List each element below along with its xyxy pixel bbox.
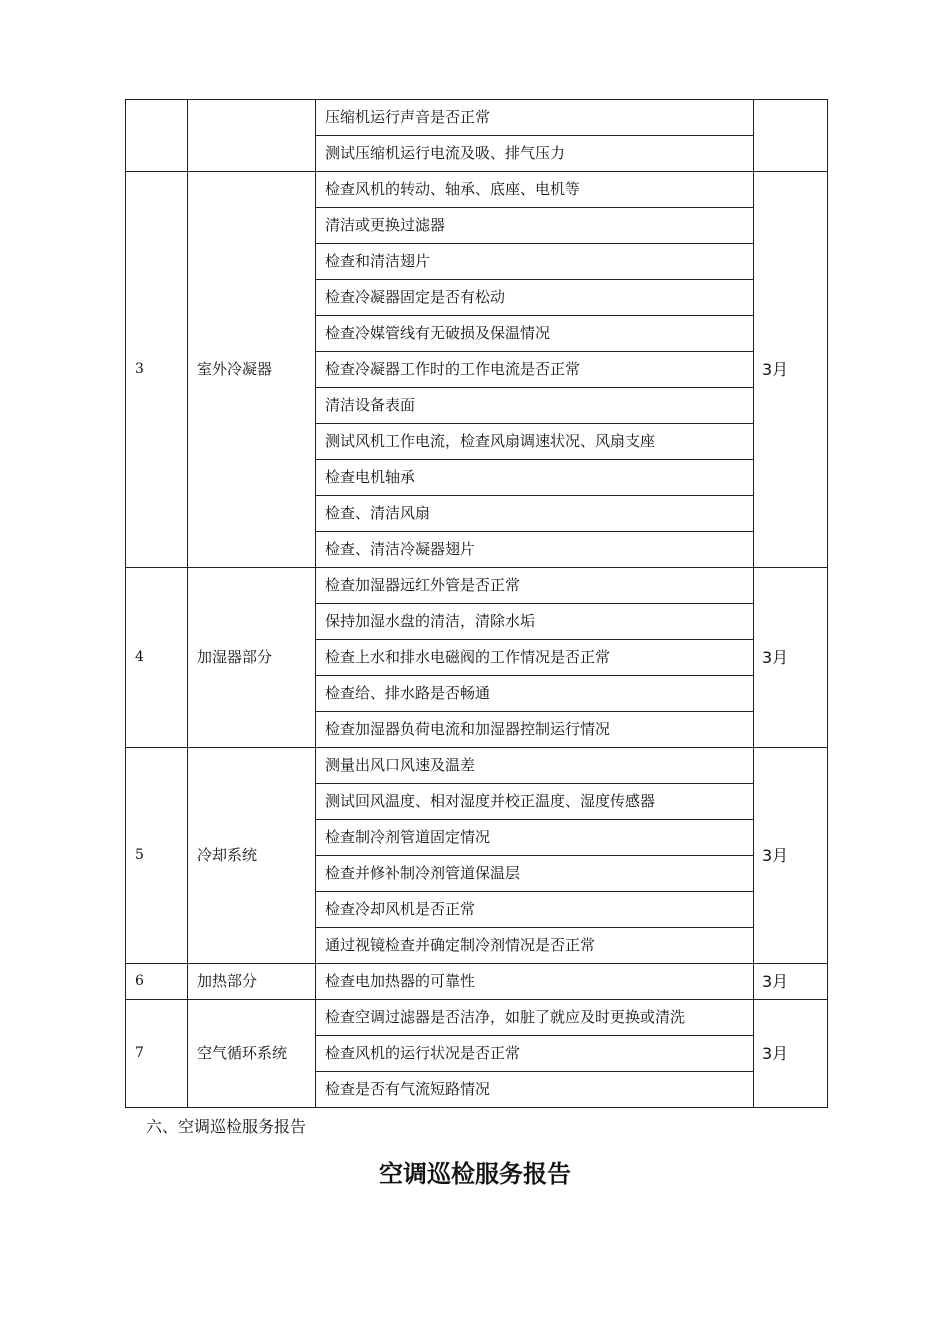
inspection-period: 3月 [754,568,828,748]
table-row [126,748,828,784]
section-heading: 六、空调巡检服务报告 [146,1117,307,1136]
table-row [126,100,828,136]
inspection-item: 检查电加热器的可靠性 [316,964,754,1000]
inspection-period: 3月 [754,172,828,568]
inspection-item: 检查冷媒管线有无破损及保温情况 [316,316,754,352]
report-title: 空调巡检服务报告 [379,1160,571,1188]
component-name [188,100,316,172]
table-row [126,964,828,1000]
inspection-item: 检查冷凝器工作时的工作电流是否正常 [316,352,754,388]
inspection-item: 测试风机工作电流，检查风扇调速状况、风扇支座 [316,424,754,460]
inspection-item: 压缩机运行声音是否正常 [316,100,754,136]
inspection-item: 检查风机的运行状况是否正常 [316,1036,754,1072]
inspection-item: 检查电机轴承 [316,460,754,496]
item-number [126,100,188,172]
component-name: 室外冷凝器 [188,172,316,568]
inspection-item: 检查空调过滤器是否洁净，如脏了就应及时更换或清洗 [316,1000,754,1036]
item-number: 7 [126,1000,188,1108]
inspection-item: 检查加湿器负荷电流和加湿器控制运行情况 [316,712,754,748]
item-number: 3 [126,172,188,568]
item-number: 4 [126,568,188,748]
component-name: 加湿器部分 [188,568,316,748]
inspection-item: 检查冷却风机是否正常 [316,892,754,928]
component-name: 加热部分 [188,964,316,1000]
inspection-item: 清洁或更换过滤器 [316,208,754,244]
maintenance-table [125,99,828,1108]
inspection-item: 检查冷凝器固定是否有松动 [316,280,754,316]
inspection-item: 通过视镜检查并确定制冷剂情况是否正常 [316,928,754,964]
inspection-item: 检查并修补制冷剂管道保温层 [316,856,754,892]
inspection-period: 3月 [754,964,828,1000]
inspection-item: 检查是否有气流短路情况 [316,1072,754,1108]
inspection-period: 3月 [754,1000,828,1108]
component-name: 空气循环系统 [188,1000,316,1108]
table-row [126,172,828,208]
inspection-item: 检查、清洁风扇 [316,496,754,532]
item-number: 5 [126,748,188,964]
inspection-item: 检查风机的转动、轴承、底座、电机等 [316,172,754,208]
inspection-item: 清洁设备表面 [316,388,754,424]
item-number: 6 [126,964,188,1000]
inspection-item: 检查、清洁冷凝器翅片 [316,532,754,568]
inspection-period: 3月 [754,748,828,964]
table-row [126,568,828,604]
table-row [126,1000,828,1036]
inspection-item: 检查给、排水路是否畅通 [316,676,754,712]
inspection-item: 保持加湿水盘的清洁，清除水垢 [316,604,754,640]
inspection-item: 检查和清洁翅片 [316,244,754,280]
inspection-item: 测量出风口风速及温差 [316,748,754,784]
inspection-item: 测试压缩机运行电流及吸、排气压力 [316,136,754,172]
component-name: 冷却系统 [188,748,316,964]
inspection-item: 测试回风温度、相对湿度并校正温度、湿度传感器 [316,784,754,820]
inspection-item: 检查制冷剂管道固定情况 [316,820,754,856]
inspection-item: 检查上水和排水电磁阀的工作情况是否正常 [316,640,754,676]
inspection-period [754,100,828,172]
inspection-item: 检查加湿器远红外管是否正常 [316,568,754,604]
